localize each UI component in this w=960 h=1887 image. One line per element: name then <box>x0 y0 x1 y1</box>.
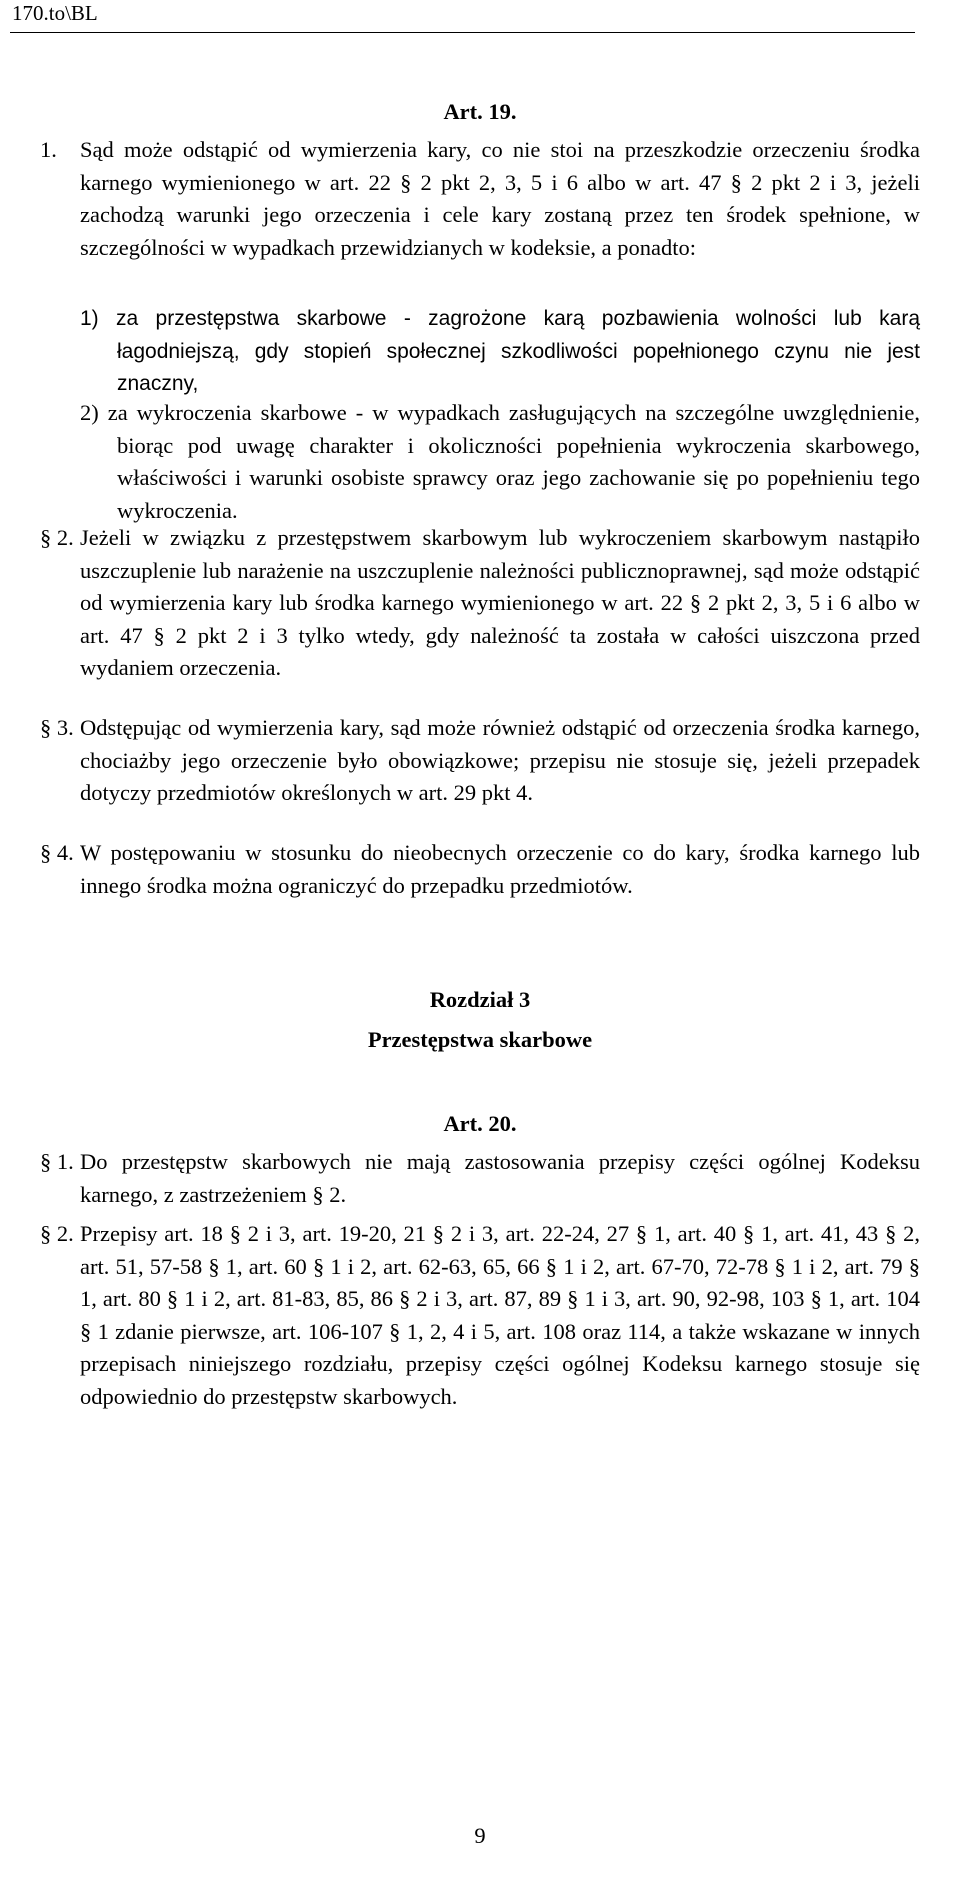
header-divider <box>10 32 915 33</box>
art19-section-4 <box>40 837 920 902</box>
art20-section-1 <box>40 1146 920 1211</box>
art20-section-1-text: Do przestępstw skarbowych nie mają zastosowania przepisy części ogólnej Kodeksu karnego, z zastrzeżeniem § 2. <box>80 1149 920 1207</box>
art19-section-1-number: 1. <box>40 137 57 162</box>
art19-item-2: 2) za wykroczenia skarbowe - w wypadkach zasługujących na szczególne uwzględnienie, biorąc pod uwagę charakter i okoliczności popełnienia wykroczenia skarbowego, właściwości i warunki osobiste sprawcy oraz jego zachowanie się po popełnieniu tego wykroczenia. <box>80 400 920 523</box>
art20-section-2 <box>40 1218 920 1413</box>
art19-section-4-text: W postępowaniu w stosunku do nieobecnych orzeczenie co do kary, środka karnego lub innego środka można ograniczyć do przepadku przedmiotów. <box>80 840 920 898</box>
art19-section-3-text: Odstępując od wymierzenia kary, sąd może również odstąpić od orzeczenia środka karnego, chociażby jego orzeczenie było obowiązkowe; przepisu nie stosuje się, jeżeli przepadek dotyczy przedmiotów określonych w art. 29 pkt 4. <box>80 715 920 805</box>
art19-section-2-number: § 2. <box>40 525 74 550</box>
chapter-label: Rozdział 3 <box>429 987 531 1012</box>
art20-section-1-number: § 1. <box>40 1149 74 1174</box>
page-number: 9 <box>474 1823 486 1848</box>
art20-section-2-number: § 2. <box>40 1221 74 1246</box>
art19-item-1: 1) za przestępstwa skarbowe - zagrożone karą pozbawienia wolności lub karą łagodniejszą, gdy stopień społecznej szkodliwości popełnionego czynu nie jest znaczny, <box>80 307 920 395</box>
art19-section-3 <box>40 712 920 810</box>
art19-section-4-number: § 4. <box>40 840 74 865</box>
art19-section-2 <box>40 522 920 685</box>
art19-section-3-number: § 3. <box>40 715 74 740</box>
article-19-title: Art. 19. <box>443 99 517 124</box>
file-path-header: 170.to\BL <box>12 1 98 25</box>
article-20-title: Art. 20. <box>443 1111 517 1136</box>
art20-section-2-text: Przepisy art. 18 § 2 i 3, art. 19-20, 21 § 2 i 3, art. 22-24, 27 § 1, art. 40 § 1, art. 41, 43 § 2, art. 51, 57-58 § 1, art. 60 § 1 i 2, art. 62-63, 65, 66 § 1 i 2, art. 67-70, 72-78 § 1 i 2, art. 79 § 1, art. 80 § 1 i 2, art. 81-83, 85, 86 § 2 i 3, art. 87, 89 § 1 i 3, art. 90, 92-98, 103 § 1, art. 104 § 1 zdanie pierwsze, art. 106-107 § 1, 2, 4 i 5, art. 108 oraz 114, a także wskazane w innych przepisach niniejszego rozdziału, przepisy części ogólnej Kodeksu karnego stosuje się odpowiednio do przestępstw skarbowych. <box>80 1221 920 1409</box>
chapter-title: Przestępstwa skarbowe <box>367 1027 593 1052</box>
art19-section-1 <box>40 134 920 264</box>
art19-section-1-text: Sąd może odstąpić od wymierzenia kary, co nie stoi na przeszkodzie orzeczeniu środka karnego wymienionego w art. 22 § 2 pkt 2, 3, 5 i 6 albo w art. 47 § 2 pkt 2 i 3, jeżeli zachodzą warunki jego orzeczenia i cele kary zostaną przez ten środek spełnione, w szczególności w wypadkach przewidzianych w kodeksie, a ponadto: <box>80 137 920 260</box>
art19-section-2-text: Jeżeli w związku z przestępstwem skarbowym lub wykroczeniem skarbowym nastąpiło uszczuplenie lub narażenie na uszczuplenie należności publicznoprawnej, sąd może odstąpić od wymierzenia kary lub środka karnego wymienionego w art. 22 § 2 pkt 2, 3, 5 i 6 albo w art. 47 § 2 pkt 2 i 3 tylko wtedy, gdy należność ta została w całości uiszczona przed wydaniem orzeczenia. <box>80 525 920 680</box>
